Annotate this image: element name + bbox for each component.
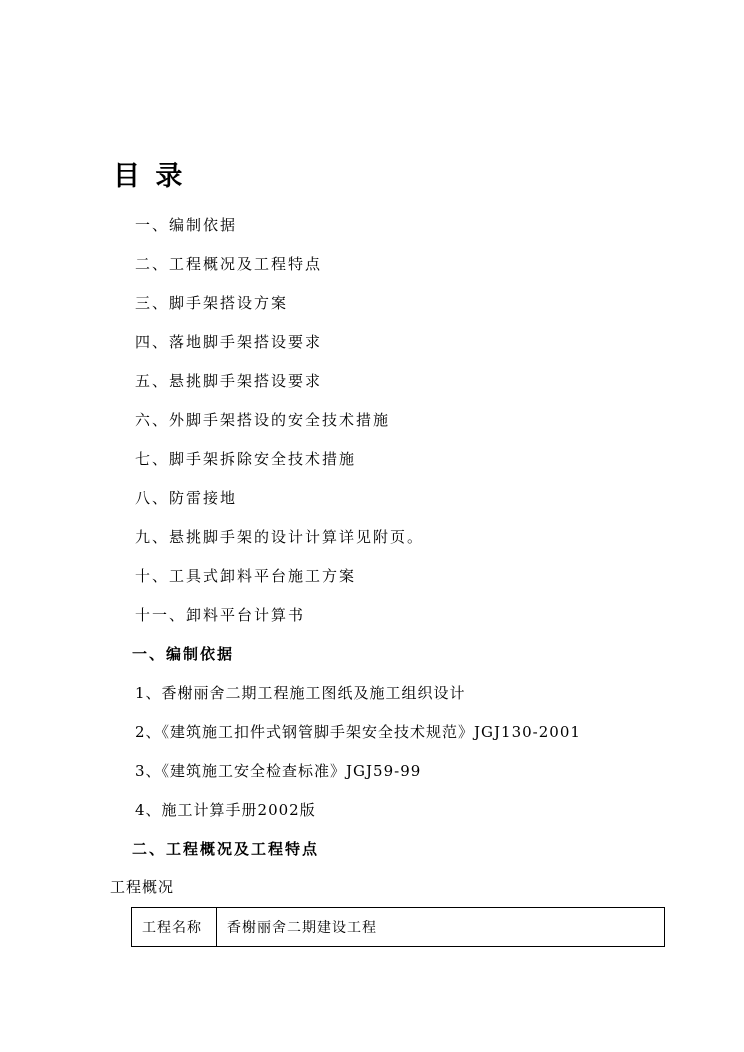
list-item: 3、《建筑施工安全检查标准》JGJ59-99 <box>135 762 422 780</box>
toc-item[interactable]: 七、脚手架拆除安全技术措施 <box>135 450 357 468</box>
toc-item[interactable]: 五、悬挑脚手架搭设要求 <box>135 372 323 390</box>
overview-label: 工程概况 <box>110 878 175 896</box>
table-row <box>132 908 665 947</box>
table-cell-key: 工程名称 <box>132 908 217 947</box>
toc-item[interactable]: 十、工具式卸料平台施工方案 <box>135 567 357 585</box>
toc-item[interactable]: 二、工程概况及工程特点 <box>135 255 323 273</box>
table-cell-value: 香榭丽舍二期建设工程 <box>217 908 665 947</box>
toc-item[interactable]: 十一、卸料平台计算书 <box>135 606 306 624</box>
page-title: 目 录 <box>113 161 186 192</box>
toc-item[interactable]: 八、防雷接地 <box>135 489 238 507</box>
list-item: 1、香榭丽舍二期工程施工图纸及施工组织设计 <box>135 684 466 702</box>
toc-item[interactable]: 九、悬挑脚手架的设计计算详见附页。 <box>135 528 425 546</box>
section-heading-basis: 一、编制依据 <box>132 645 235 663</box>
section-heading-overview: 二、工程概况及工程特点 <box>132 840 320 858</box>
toc-item[interactable]: 四、落地脚手架搭设要求 <box>135 333 323 351</box>
basis-list <box>135 680 581 836</box>
list-item: 4、施工计算手册2002版 <box>135 801 316 819</box>
overview-table <box>131 907 665 947</box>
toc-item[interactable]: 六、外脚手架搭设的安全技术措施 <box>135 411 391 429</box>
list-item: 2、《建筑施工扣件式钢管脚手架安全技术规范》JGJ130-2001 <box>135 723 581 741</box>
toc-item[interactable]: 一、编制依据 <box>135 216 238 234</box>
toc-item[interactable]: 三、脚手架搭设方案 <box>135 294 289 312</box>
table-of-contents <box>135 212 424 641</box>
